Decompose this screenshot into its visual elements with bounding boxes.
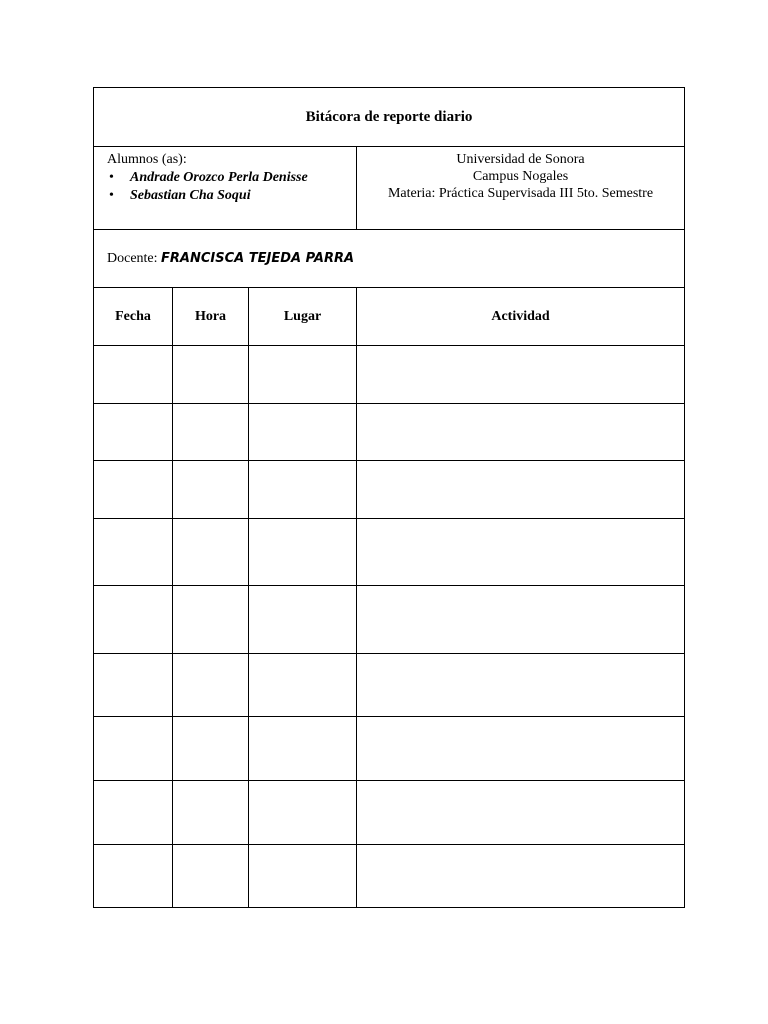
actividad-cell <box>357 586 685 654</box>
entry-row <box>94 586 685 654</box>
actividad-cell <box>357 346 685 404</box>
hora-cell <box>173 461 249 519</box>
entry-row <box>94 845 685 908</box>
actividad-cell <box>357 717 685 781</box>
entry-row <box>94 654 685 717</box>
lugar-cell <box>249 404 357 461</box>
lugar-cell <box>249 781 357 845</box>
fecha-cell <box>94 404 173 461</box>
fecha-cell <box>94 654 173 717</box>
lugar-cell <box>249 461 357 519</box>
column-header-fecha: Fecha <box>94 288 173 346</box>
hora-cell <box>173 781 249 845</box>
subject-line: Materia: Práctica Supervisada III 5to. Semestre <box>387 186 654 201</box>
fecha-cell <box>94 717 173 781</box>
lugar-cell <box>249 654 357 717</box>
lugar-cell <box>249 717 357 781</box>
hora-cell <box>173 586 249 654</box>
bullet-icon: • <box>109 170 114 185</box>
entry-row <box>94 461 685 519</box>
university-section <box>357 147 685 230</box>
hora-cell <box>173 404 249 461</box>
entry-row <box>94 717 685 781</box>
lugar-cell <box>249 519 357 586</box>
actividad-cell <box>357 781 685 845</box>
fecha-cell <box>94 519 173 586</box>
lugar-cell <box>249 346 357 404</box>
fecha-cell <box>94 461 173 519</box>
header-row <box>94 288 685 346</box>
document-title: Bitácora de reporte diario <box>94 88 685 147</box>
actividad-cell <box>357 461 685 519</box>
university-name: Universidad de Sonora <box>456 152 585 167</box>
fecha-cell <box>94 346 173 404</box>
entry-rows <box>94 346 685 908</box>
title-row <box>94 88 685 147</box>
student-item <box>107 187 356 205</box>
bullet-icon: • <box>109 188 114 203</box>
students-list <box>107 169 356 205</box>
entry-row <box>94 346 685 404</box>
teacher-label: Docente: <box>107 250 162 266</box>
actividad-cell <box>357 519 685 586</box>
info-row <box>94 147 685 230</box>
lugar-cell <box>249 586 357 654</box>
fecha-cell <box>94 586 173 654</box>
entry-row <box>94 404 685 461</box>
teacher-name: FRANCISCA TEJEDA PARRA <box>161 250 355 266</box>
hora-cell <box>173 845 249 908</box>
hora-cell <box>173 717 249 781</box>
teacher-section <box>94 230 685 288</box>
hora-cell <box>173 346 249 404</box>
students-section <box>94 147 357 230</box>
lugar-cell <box>249 845 357 908</box>
teacher-row <box>94 230 685 288</box>
student-name: Andrade Orozco Perla Denisse <box>130 170 308 185</box>
fecha-cell <box>94 845 173 908</box>
fecha-cell <box>94 781 173 845</box>
column-header-actividad: Actividad <box>357 288 685 346</box>
actividad-cell <box>357 404 685 461</box>
entry-row <box>94 781 685 845</box>
column-header-lugar: Lugar <box>249 288 357 346</box>
actividad-cell <box>357 845 685 908</box>
student-item <box>107 169 356 187</box>
entry-row <box>94 519 685 586</box>
hora-cell <box>173 654 249 717</box>
students-label: Alumnos (as): <box>107 152 187 167</box>
daily-report-table <box>93 87 685 908</box>
student-name: Sebastian Cha Soqui <box>130 188 251 203</box>
campus-name: Campus Nogales <box>472 169 569 184</box>
column-header-hora: Hora <box>173 288 249 346</box>
actividad-cell <box>357 654 685 717</box>
hora-cell <box>173 519 249 586</box>
